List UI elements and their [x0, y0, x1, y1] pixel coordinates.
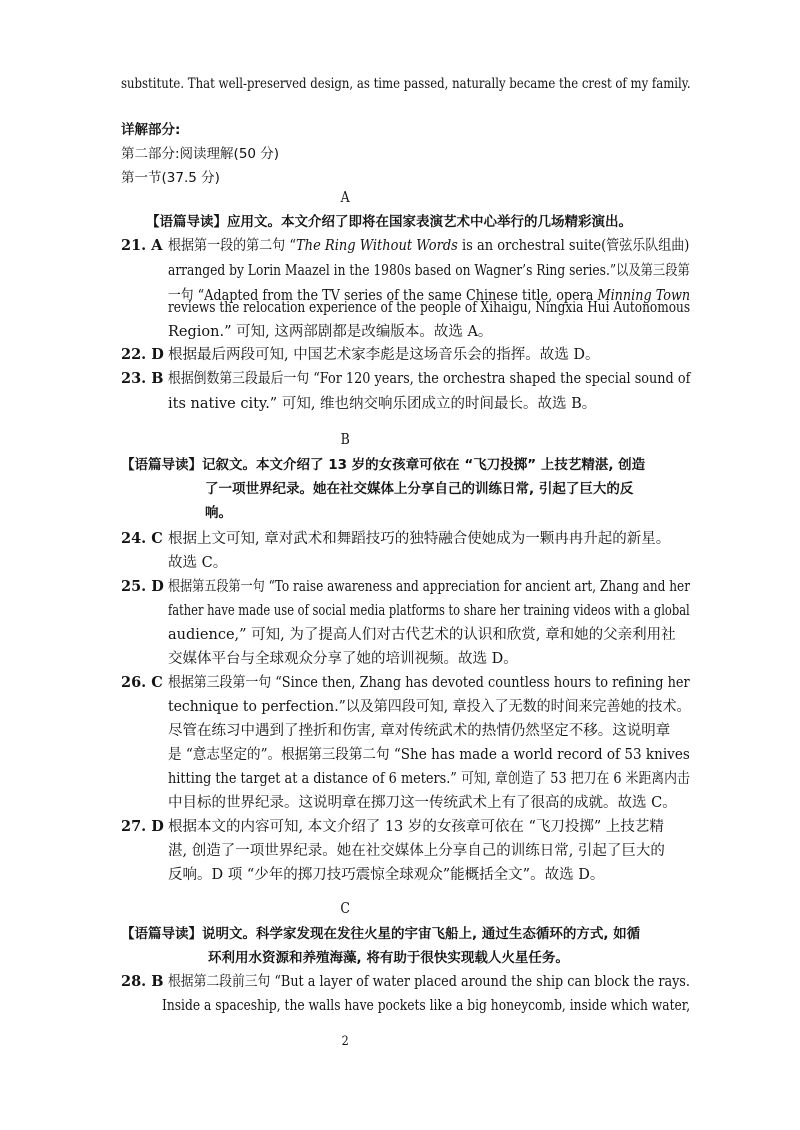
subsection-heading: 第一节(37.5 分) — [121, 170, 220, 186]
q21-line-5: Region.” 可知, 这两部剧都是改编版本。故选 A。 — [168, 324, 493, 340]
q25-line-4: 交媒体平台与全球观众分享了她的培训视频。故选 D。 — [168, 651, 518, 667]
q26-line-1: 根据第三段第一句 “Since then, Zhang has devoted countless hours to refining her — [168, 675, 690, 691]
q21-line-3: 一句 “Adapted from the TV series of the same Chinese title, opera Minning Town — [168, 288, 691, 304]
q25-line-2: father have made use of social media platforms to share her training videos with a global — [168, 603, 690, 619]
q27-line-1: 根据本文的内容可知, 本文介绍了 13 岁的女孩章可依在 “飞刀投掷” 上技艺精 — [168, 819, 664, 835]
q26-line-6: 中目标的世界纪录。这说明章在掷刀这一传统武术上有了很高的成就。故选 C。 — [168, 795, 677, 811]
q25-line-1: 根据第五段第一句 “To raise awareness and appreciation for ancient art, Zhang and her — [168, 579, 690, 595]
part-heading: 第二部分:阅读理解(50 分) — [121, 146, 280, 162]
page-number: 2 — [341, 1034, 349, 1049]
q26-line-2: technique to perfection.”以及第四段可知, 章投入了无数的时间来完善她的技术。 — [168, 699, 691, 715]
passage-b-letter: B — [340, 432, 350, 448]
q28-line-2: Inside a spaceship, the walls have pockets like a big honeycomb, inside which water, — [162, 998, 691, 1014]
q26-line-5: hitting the target at a distance of 6 meters.” 可知, 章创造了 53 把刀在 6 米距离内击 — [168, 771, 690, 787]
q25-line-3: audience,” 可知, 为了提高人们对古代艺术的认识和欣赏, 章和她的父亲利用社 — [168, 627, 676, 643]
q26-number: 26. C — [121, 674, 163, 691]
q28-number: 28. B — [121, 973, 164, 990]
q27-number: 27. D — [121, 818, 164, 835]
passage-b-guide-line-3: 响。 — [205, 505, 232, 521]
q27-line-2: 湛, 创造了一项世界纪录。她在社交媒体上分享自己的训练日常, 引起了巨大的 — [168, 843, 665, 859]
q24-line-1: 根据上文可知, 章对武术和舞蹈技巧的独特融合使她成为一颗冉冉升起的新星。 — [168, 531, 671, 547]
q26-line-3: 尽管在练习中遇到了挫折和伤害, 章对传统武术的热情仍然坚定不移。这说明章 — [168, 723, 671, 739]
q22-number: 22. D — [121, 346, 164, 363]
q23-line-1: 根据倒数第三段最后一句 “For 120 years, the orchestra shaped the special sound of — [168, 371, 691, 387]
q28-line-1: 根据第二段前三句 “But a layer of water placed around the ship can block the rays. — [168, 974, 690, 990]
passage-b-guide-line-2: 了一项世界纪录。她在社交媒体上分享自己的训练日常, 引起了巨大的反 — [205, 481, 634, 497]
passage-c-guide-line-1: 【语篇导读】说明文。科学家发现在发往火星的宇宙飞船上, 通过生态循环的方式, 如循 — [121, 926, 641, 942]
q21-line-2: arranged by Lorin Maazel in the 1980s based on Wagner’s Ring series.”以及第三段第 — [168, 263, 690, 279]
passage-c-letter: C — [340, 901, 350, 917]
q21-number: 21. A — [121, 237, 163, 254]
passage-c-guide-line-2: 环利用水资源和养殖海藻, 将有助于很快实现载人火星任务。 — [208, 950, 569, 966]
section-heading: 详解部分: — [121, 122, 181, 138]
q21-line-4: reviews the relocation experience of the people of Xihaigu, Ningxia Hui Autonomous — [168, 300, 691, 316]
q24-number: 24. C — [121, 530, 163, 547]
q24-line-2: 故选 C。 — [168, 555, 228, 571]
q21-line-1: 根据第一段的第二句 “The Ring Without Words is an orchestral suite(管弦乐队组曲) — [168, 238, 690, 254]
top-line: substitute. That well-preserved design, as time passed, naturally became the crest of my family. — [121, 76, 691, 92]
q22-line-1: 根据最后两段可知, 中国艺术家李彪是这场音乐会的指挥。故选 D。 — [168, 347, 600, 363]
passage-a-letter: A — [340, 190, 350, 206]
q23-line-2: its native city.” 可知, 维也纳交响乐团成立的时间最长。故选 B。 — [168, 396, 597, 412]
q23-number: 23. B — [121, 370, 164, 387]
q25-number: 25. D — [121, 578, 164, 595]
passage-a-guide: 【语篇导读】应用文。本文介绍了即将在国家表演艺术中心举行的几场精彩演出。 — [146, 214, 632, 230]
q27-line-3: 反响。D 项 “少年的掷刀技巧震惊全球观众”能概括全文”。故选 D。 — [168, 867, 605, 883]
passage-b-guide-line-1: 【语篇导读】记叙文。本文介绍了 13 岁的女孩章可依在 “飞刀投掷” 上技艺精湛, 创造 — [121, 457, 646, 473]
q26-line-4: 是 “意志坚定的”。根据第三段第二句 “She has made a world record of 53 knives — [168, 747, 690, 763]
